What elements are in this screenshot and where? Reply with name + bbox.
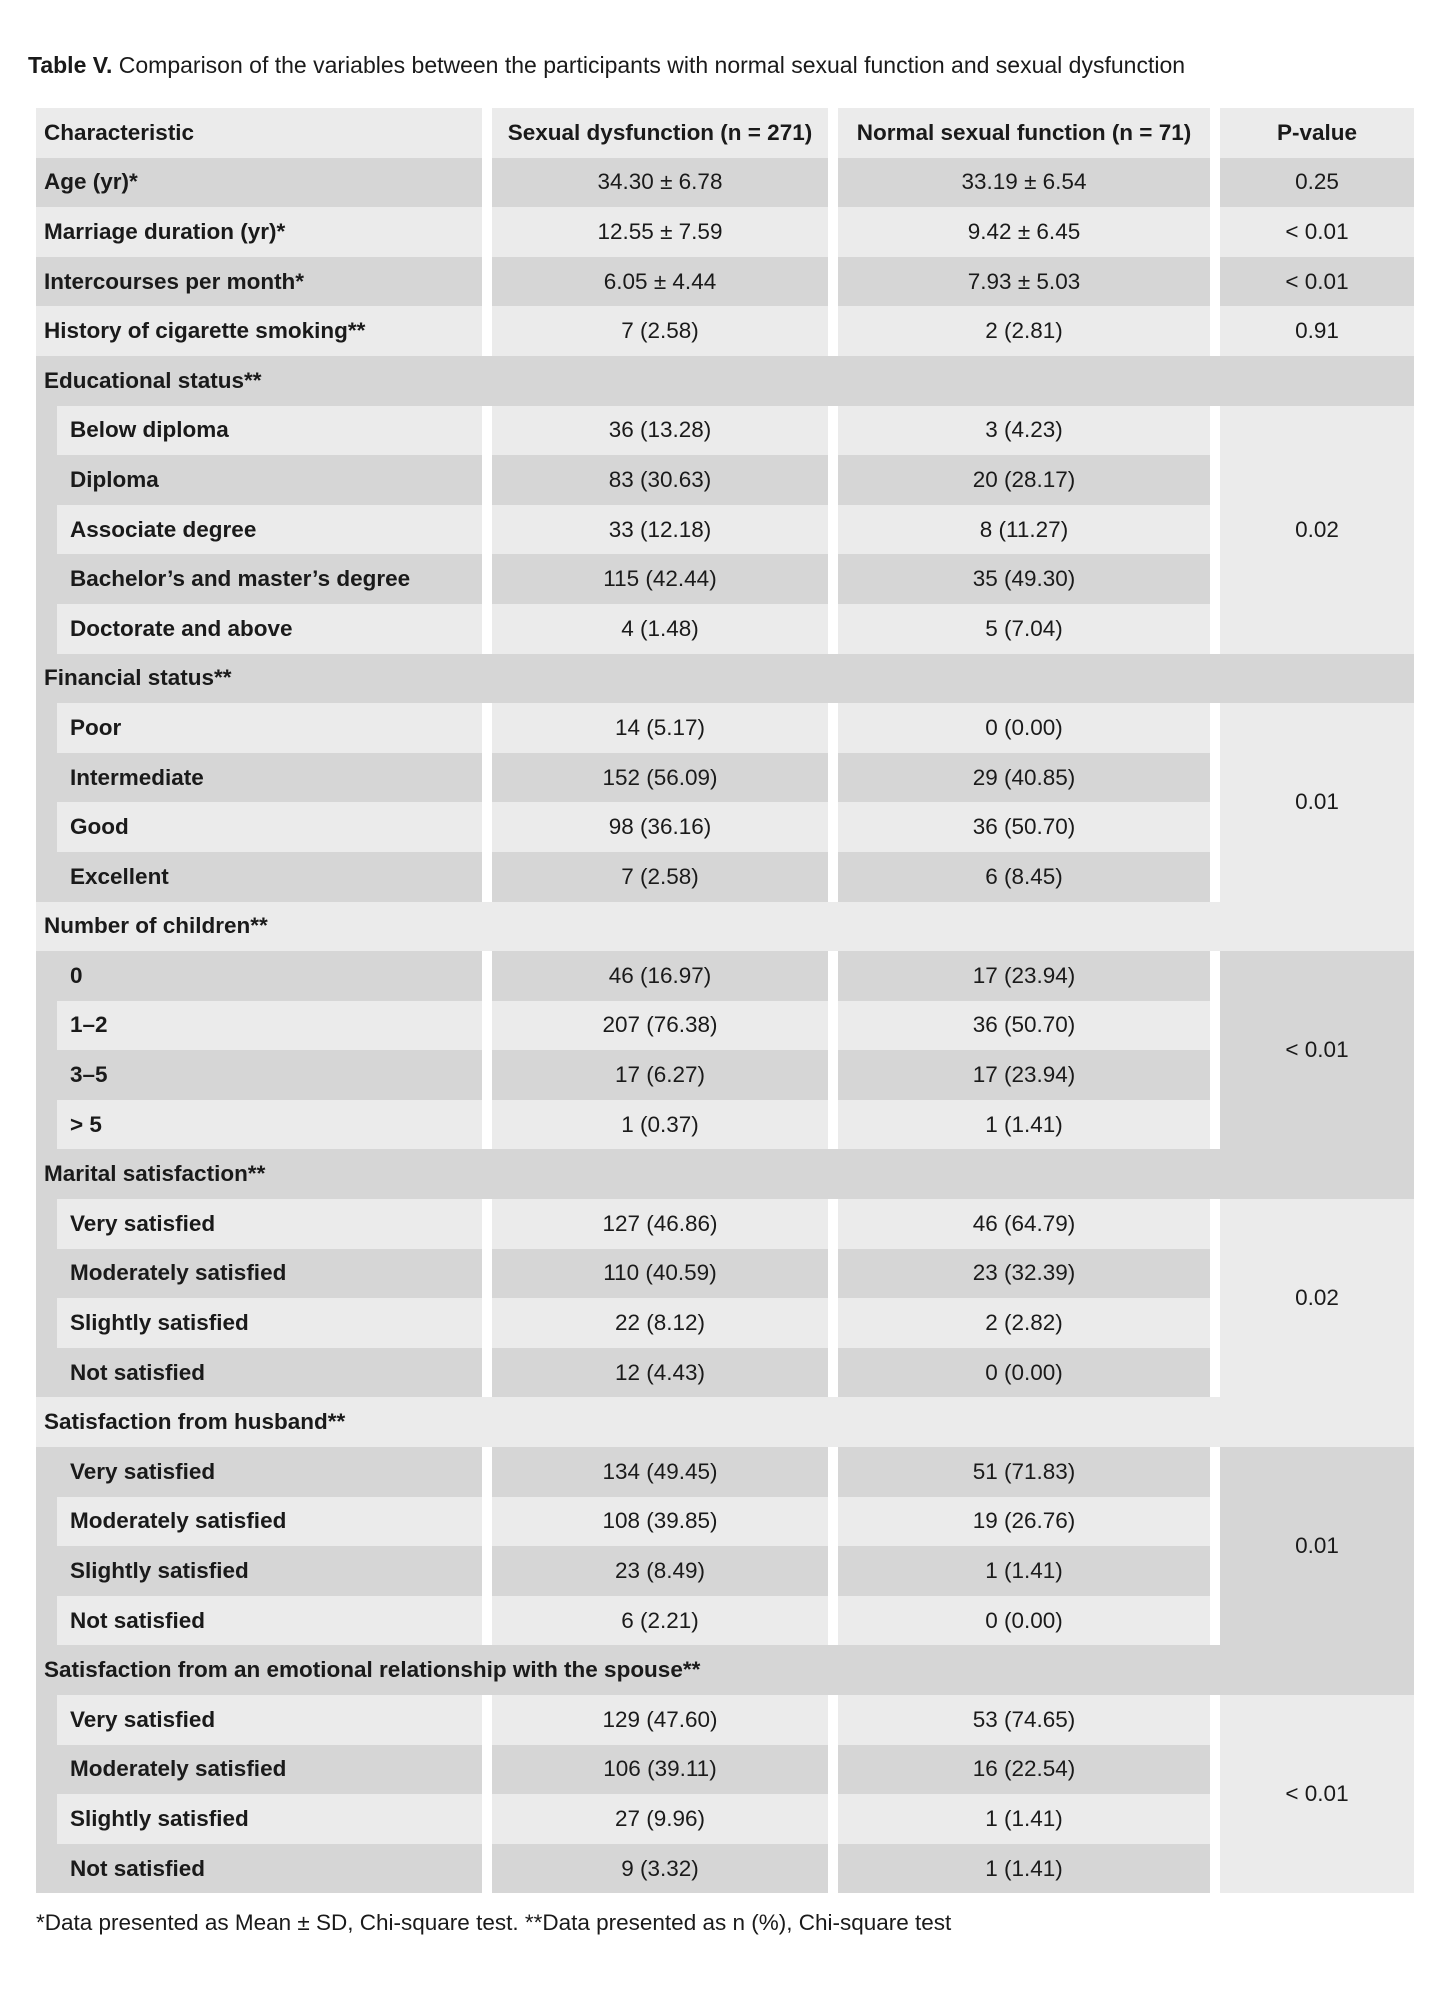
section-row xyxy=(36,654,1414,704)
row-label: Not satisfied xyxy=(36,1844,482,1894)
table-row xyxy=(36,604,1414,654)
section-group xyxy=(36,1695,1414,1893)
table-row xyxy=(36,1596,1414,1646)
sexual-dysfunction-value: 207 (76.38) xyxy=(492,1001,828,1051)
sexual-dysfunction-value: 14 (5.17) xyxy=(492,703,828,753)
row-label: Intermediate xyxy=(36,753,482,803)
table-row xyxy=(36,306,1414,356)
sexual-dysfunction-value: 6.05 ± 4.44 xyxy=(492,257,828,307)
row-label: Good xyxy=(36,802,482,852)
section-title: Satisfaction from husband** xyxy=(36,1397,1414,1447)
normal-function-value: 19 (26.76) xyxy=(838,1497,1210,1547)
section-group xyxy=(36,406,1414,654)
p-value: 0.01 xyxy=(1220,703,1414,901)
normal-function-value: 0 (0.00) xyxy=(838,1348,1210,1398)
row-label: Poor xyxy=(36,703,482,753)
normal-function-value: 3 (4.23) xyxy=(838,406,1210,456)
section-group xyxy=(36,951,1414,1149)
sexual-dysfunction-value: 1 (0.37) xyxy=(492,1100,828,1150)
sexual-dysfunction-value: 33 (12.18) xyxy=(492,505,828,555)
row-label: 1–2 xyxy=(36,1001,482,1051)
p-value: 0.91 xyxy=(1220,306,1414,356)
row-label: 0 xyxy=(36,951,482,1001)
section-title: Educational status** xyxy=(36,356,1414,406)
row-label: History of cigarette smoking** xyxy=(36,306,482,356)
row-label: 3–5 xyxy=(36,1050,482,1100)
row-label: Not satisfied xyxy=(36,1596,482,1646)
section-title: Marital satisfaction** xyxy=(36,1149,1414,1199)
sexual-dysfunction-value: 134 (49.45) xyxy=(492,1447,828,1497)
normal-function-value: 0 (0.00) xyxy=(838,1596,1210,1646)
normal-function-value: 6 (8.45) xyxy=(838,852,1210,902)
normal-function-value: 20 (28.17) xyxy=(838,455,1210,505)
sexual-dysfunction-value: 152 (56.09) xyxy=(492,753,828,803)
row-label: Diploma xyxy=(36,455,482,505)
sexual-dysfunction-value: 9 (3.32) xyxy=(492,1844,828,1894)
column-header: Normal sexual function (n = 71) xyxy=(838,108,1210,158)
row-label: Associate degree xyxy=(36,505,482,555)
normal-function-value: 46 (64.79) xyxy=(838,1199,1210,1249)
row-label: Below diploma xyxy=(36,406,482,456)
sexual-dysfunction-value: 129 (47.60) xyxy=(492,1695,828,1745)
table-row xyxy=(36,802,1414,852)
section-row xyxy=(36,1397,1414,1447)
normal-function-value: 36 (50.70) xyxy=(838,802,1210,852)
sexual-dysfunction-value: 98 (36.16) xyxy=(492,802,828,852)
section-title: Financial status** xyxy=(36,654,1414,704)
row-label: Very satisfied xyxy=(36,1447,482,1497)
table-row xyxy=(36,1794,1414,1844)
p-value: 0.02 xyxy=(1220,406,1414,654)
column-header: Characteristic xyxy=(36,108,482,158)
section-group xyxy=(36,1199,1414,1397)
table-row xyxy=(36,1745,1414,1795)
sexual-dysfunction-value: 22 (8.12) xyxy=(492,1298,828,1348)
p-value: 0.01 xyxy=(1220,1447,1414,1645)
table-row xyxy=(36,1050,1414,1100)
section-row xyxy=(36,1149,1414,1199)
section-title: Satisfaction from an emotional relationship with the spouse** xyxy=(36,1645,1414,1695)
table-row xyxy=(36,455,1414,505)
table-row xyxy=(36,703,1414,753)
sexual-dysfunction-value: 4 (1.48) xyxy=(492,604,828,654)
column-header: P-value xyxy=(1220,108,1414,158)
table-row xyxy=(36,1249,1414,1299)
normal-function-value: 1 (1.41) xyxy=(838,1794,1210,1844)
table-row xyxy=(36,1199,1414,1249)
row-label: Slightly satisfied xyxy=(36,1794,482,1844)
normal-function-value: 23 (32.39) xyxy=(838,1249,1210,1299)
p-value: < 0.01 xyxy=(1220,257,1414,307)
table-row xyxy=(36,1298,1414,1348)
sexual-dysfunction-value: 46 (16.97) xyxy=(492,951,828,1001)
table-row xyxy=(36,1348,1414,1398)
sexual-dysfunction-value: 110 (40.59) xyxy=(492,1249,828,1299)
sexual-dysfunction-value: 7 (2.58) xyxy=(492,852,828,902)
table-caption xyxy=(28,50,1185,80)
sexual-dysfunction-value: 127 (46.86) xyxy=(492,1199,828,1249)
table-row xyxy=(36,1844,1414,1894)
table-caption-text: Comparison of the variables between the participants with normal sexual function and sexual dysfunction xyxy=(112,52,1186,78)
section-group xyxy=(36,1447,1414,1645)
normal-function-value: 16 (22.54) xyxy=(838,1745,1210,1795)
normal-function-value: 0 (0.00) xyxy=(838,703,1210,753)
normal-function-value: 1 (1.41) xyxy=(838,1546,1210,1596)
row-label: Very satisfied xyxy=(36,1199,482,1249)
section-title: Number of children** xyxy=(36,902,1414,952)
row-label: Very satisfied xyxy=(36,1695,482,1745)
table-row xyxy=(36,158,1414,208)
normal-function-value: 51 (71.83) xyxy=(838,1447,1210,1497)
p-value: < 0.01 xyxy=(1220,1695,1414,1893)
normal-function-value: 9.42 ± 6.45 xyxy=(838,207,1210,257)
row-label: Age (yr)* xyxy=(36,158,482,208)
table-row xyxy=(36,406,1414,456)
table-row xyxy=(36,852,1414,902)
table-row xyxy=(36,1447,1414,1497)
sexual-dysfunction-value: 36 (13.28) xyxy=(492,406,828,456)
table-header-row xyxy=(36,108,1414,158)
sexual-dysfunction-value: 106 (39.11) xyxy=(492,1745,828,1795)
row-label: Bachelor’s and master’s degree xyxy=(36,554,482,604)
table-row xyxy=(36,753,1414,803)
normal-function-value: 7.93 ± 5.03 xyxy=(838,257,1210,307)
column-header: Sexual dysfunction (n = 271) xyxy=(492,108,828,158)
normal-function-value: 1 (1.41) xyxy=(838,1100,1210,1150)
sexual-dysfunction-value: 12 (4.43) xyxy=(492,1348,828,1398)
comparison-table xyxy=(36,108,1414,1893)
table-row xyxy=(36,1100,1414,1150)
row-label: Moderately satisfied xyxy=(36,1745,482,1795)
normal-function-value: 29 (40.85) xyxy=(838,753,1210,803)
normal-function-value: 53 (74.65) xyxy=(838,1695,1210,1745)
sexual-dysfunction-value: 23 (8.49) xyxy=(492,1546,828,1596)
p-value: < 0.01 xyxy=(1220,951,1414,1149)
section-row xyxy=(36,356,1414,406)
normal-function-value: 1 (1.41) xyxy=(838,1844,1210,1894)
normal-function-value: 2 (2.82) xyxy=(838,1298,1210,1348)
table-row xyxy=(36,257,1414,307)
table-row xyxy=(36,554,1414,604)
p-value: 0.25 xyxy=(1220,158,1414,208)
table-row xyxy=(36,505,1414,555)
table-footnote: *Data presented as Mean ± SD, Chi-square test. **Data presented as n (%), Chi-square test xyxy=(36,1910,952,1935)
table-row xyxy=(36,951,1414,1001)
sexual-dysfunction-value: 34.30 ± 6.78 xyxy=(492,158,828,208)
row-label: Intercourses per month* xyxy=(36,257,482,307)
normal-function-value: 8 (11.27) xyxy=(838,505,1210,555)
row-label: > 5 xyxy=(36,1100,482,1150)
row-label: Excellent xyxy=(36,852,482,902)
normal-function-value: 36 (50.70) xyxy=(838,1001,1210,1051)
sexual-dysfunction-value: 108 (39.85) xyxy=(492,1497,828,1547)
row-label: Marriage duration (yr)* xyxy=(36,207,482,257)
table-label: Table V. xyxy=(28,52,113,78)
row-label: Moderately satisfied xyxy=(36,1497,482,1547)
section-row xyxy=(36,902,1414,952)
sexual-dysfunction-value: 83 (30.63) xyxy=(492,455,828,505)
row-label: Not satisfied xyxy=(36,1348,482,1398)
sexual-dysfunction-value: 7 (2.58) xyxy=(492,306,828,356)
table-row xyxy=(36,1546,1414,1596)
normal-function-value: 17 (23.94) xyxy=(838,951,1210,1001)
sexual-dysfunction-value: 6 (2.21) xyxy=(492,1596,828,1646)
table-row xyxy=(36,1497,1414,1547)
table-row xyxy=(36,207,1414,257)
normal-function-value: 2 (2.81) xyxy=(838,306,1210,356)
table-row xyxy=(36,1695,1414,1745)
sexual-dysfunction-value: 17 (6.27) xyxy=(492,1050,828,1100)
sexual-dysfunction-value: 27 (9.96) xyxy=(492,1794,828,1844)
normal-function-value: 35 (49.30) xyxy=(838,554,1210,604)
row-label: Moderately satisfied xyxy=(36,1249,482,1299)
row-label: Slightly satisfied xyxy=(36,1298,482,1348)
section-group xyxy=(36,703,1414,901)
row-label: Slightly satisfied xyxy=(36,1546,482,1596)
p-value: 0.02 xyxy=(1220,1199,1414,1397)
p-value: < 0.01 xyxy=(1220,207,1414,257)
normal-function-value: 33.19 ± 6.54 xyxy=(838,158,1210,208)
row-label: Doctorate and above xyxy=(36,604,482,654)
table-row xyxy=(36,1001,1414,1051)
section-row xyxy=(36,1645,1414,1695)
sexual-dysfunction-value: 12.55 ± 7.59 xyxy=(492,207,828,257)
sexual-dysfunction-value: 115 (42.44) xyxy=(492,554,828,604)
normal-function-value: 17 (23.94) xyxy=(838,1050,1210,1100)
normal-function-value: 5 (7.04) xyxy=(838,604,1210,654)
